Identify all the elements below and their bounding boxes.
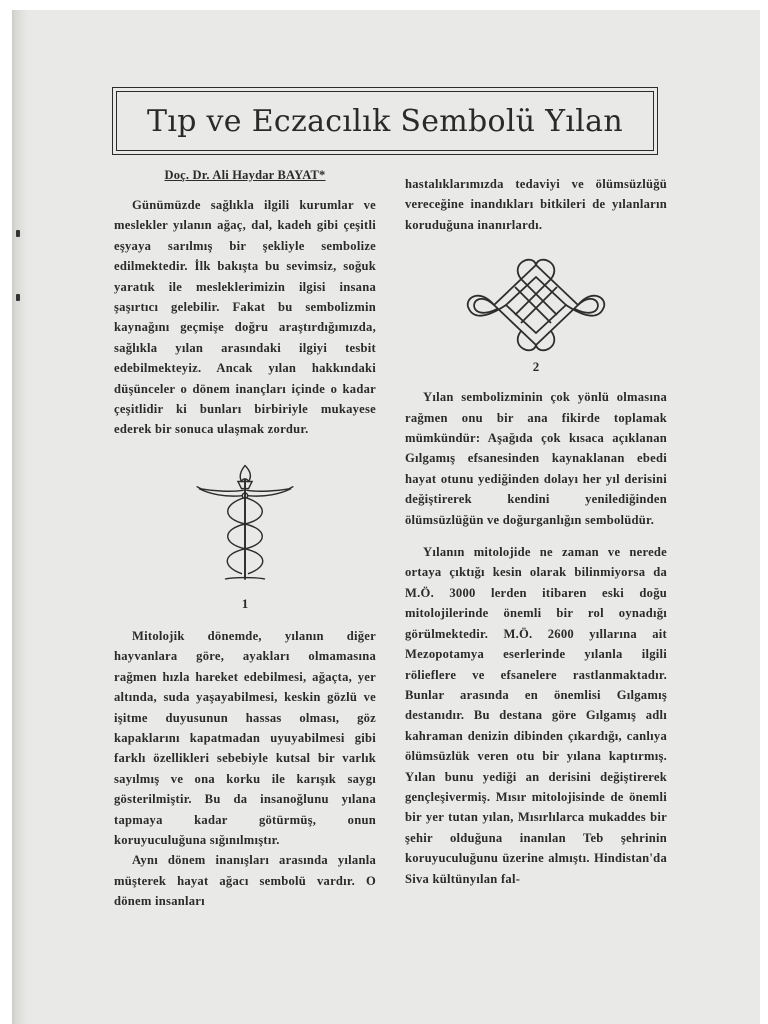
paragraph: Mitolojik dönemde, yılanın diğer hayvanlara göre, ayakları olmamasına rağmen hızla hareket edebilmesi, ağaçta, yer altında, suda yaşayabilmesi, keskin gözlü ve işitme duyusunun hassas olması, göz kapaklarını kapatmadan uyuyabilmesi gibi farklı özellikleri sebebiyle kutsal bir varlık sayılmış ve ona korku ile karışık saygı gösterilmiştir. Bu da insanoğlunu yılana tapmaya kadar götürmüş, onun koruyuculuğuna sığınılmıştır. (114, 628, 376, 847)
article-title: Tıp ve Eczacılık Sembolü Yılan (147, 103, 623, 139)
endless-knot-icon (461, 253, 611, 357)
paragraph: hastalıklarımızda tedaviyi ve ölümsüzlüğü vereceğine inandıkları bitkileri de yılanların koruduğuna inanırlardı. (405, 177, 667, 232)
figure-1-label: 1 (241, 595, 249, 611)
paragraph: Yılanın mitolojide ne zaman ve nerede ortaya çıktığı kesin olarak bilinmiyorsa da M.Ö. 3000 lerden itibaren eski doğu mitolojilerinde önemli bir rol oynadığı görülmektedir. M.Ö. 2600 yıllarına ait Mezopotamya eserlerinde yılanla ilgili rölieflere ve efsanelere rastlanmaktadır. Bunlar arasında en önemlisi Gılgamış destanıdır. Bu destana göre Gılgamış adlı kahraman denizin dibinden çıkardığı, canlıya ölümsüzlük veren otu bir yılana kaptırmış. Yılan bunu yediği an derisini değiştirerek gençleşivermiş. Mısır mitolojisinde de önemli bir yer tutan yılan, Mısırlılarca mukaddes bir şehir olduğuna inanılan Teb şehrinin koruyuculuğunu üzerine almıştı. Hindistan'da Siva kültünyılan fal- (405, 545, 667, 886)
punch-mark (16, 230, 20, 237)
left-column (114, 168, 376, 912)
paragraph: Yılan sembolizminin çok yönlü olmasına rağmen onu bir ana fikirde toplamak mümkündür: Aşağıda çok kısaca açıklanan Gılgamış efsanesinden kaynaklanan ebedi hayat otunu yediğinden dolayı her yıl derisini değiştirerek kendini yenilediğinden ölümsüzlüğün ve doğurganlığın sembolüdür. (405, 390, 667, 527)
title-box (112, 87, 658, 155)
paragraph: Aynı dönem inanışları arasında yılanla müşterek hayat ağacı sembolü vardır. O dönem insanları (114, 853, 376, 909)
punch-mark (16, 294, 20, 301)
figure-1 (114, 462, 376, 612)
figure-2-label: 2 (532, 359, 540, 375)
paragraph: Günümüzde sağlıkla ilgili kurumlar ve meslekler yılanın ağaç, dal, kadeh gibi çeşitli eşyaya sarılmış bir şekliyle sembolize edilmektedir. İlk bakışta bu sevimsiz, soğuk yaratık ile mesleklerimizin ilgisi insana şaşırtıcı gelebilir. Fakat bu sembolizmin kaynağını geçmişe doğru araştırdığımızda, sağlıkla yılan arasındaki ilgiyi tesbit edebilmekteyiz. Ancak yılan hakkındaki düşünceler o dönem inançları içinde o kadar çeşitlidir ki bunları birbiriyle mukayese ederek bir sonuca ulaşmak zordur. (114, 198, 376, 437)
figure-2 (405, 253, 667, 383)
author-byline: Doç. Dr. Ali Haydar BAYAT* (164, 168, 326, 182)
right-column (405, 168, 667, 889)
caduceus-icon (185, 462, 305, 586)
